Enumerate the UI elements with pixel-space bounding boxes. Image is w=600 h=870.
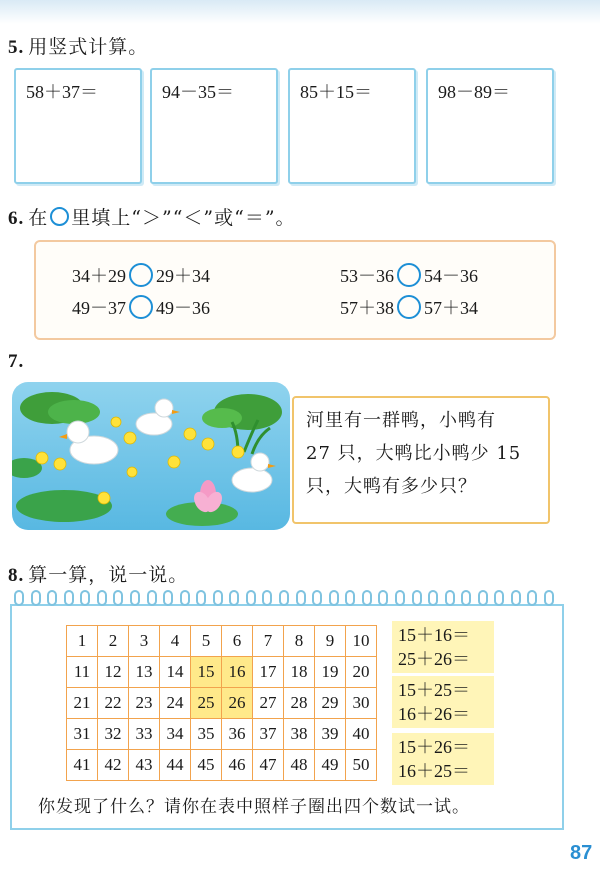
ring bbox=[229, 590, 239, 606]
grid-cell[interactable]: 2 bbox=[98, 626, 129, 657]
duck-pond-illustration bbox=[12, 382, 290, 530]
grid-cell[interactable]: 35 bbox=[191, 719, 222, 750]
compare-panel bbox=[34, 240, 556, 340]
grid-cell[interactable]: 25 bbox=[191, 688, 222, 719]
grid-row bbox=[67, 626, 377, 657]
ring bbox=[213, 590, 223, 606]
grid-cell[interactable]: 6 bbox=[222, 626, 253, 657]
ring bbox=[246, 590, 256, 606]
grid-row bbox=[67, 657, 377, 688]
problem-line: 只，大鸭有多少只？ bbox=[306, 476, 477, 497]
pond-art bbox=[12, 382, 290, 530]
ring bbox=[494, 590, 504, 606]
ring bbox=[180, 590, 190, 606]
grid-cell[interactable]: 24 bbox=[160, 688, 191, 719]
sum-line: 15＋25＝ bbox=[398, 680, 470, 700]
section-6-title: 6. 在 里填上“＞”“＜”或“＝”。 bbox=[8, 207, 296, 229]
grid-cell[interactable]: 44 bbox=[160, 750, 191, 781]
ring bbox=[130, 590, 140, 606]
calc-box-1[interactable] bbox=[14, 68, 142, 184]
section-7-title: 7. bbox=[8, 351, 25, 372]
grid-cell[interactable]: 12 bbox=[98, 657, 129, 688]
grid-cell[interactable]: 1 bbox=[67, 626, 98, 657]
expr-b: 49－36 bbox=[156, 298, 210, 318]
grid-cell[interactable]: 29 bbox=[315, 688, 346, 719]
sum-card-3 bbox=[392, 733, 494, 785]
grid-cell[interactable]: 32 bbox=[98, 719, 129, 750]
ring bbox=[412, 590, 422, 606]
grid-cell[interactable]: 3 bbox=[129, 626, 160, 657]
ring bbox=[147, 590, 157, 606]
sum-card-1 bbox=[392, 621, 494, 673]
ring bbox=[345, 590, 355, 606]
ring bbox=[395, 590, 405, 606]
ring bbox=[378, 590, 388, 606]
grid-cell[interactable]: 31 bbox=[67, 719, 98, 750]
notebook-rings bbox=[14, 590, 554, 610]
grid-cell[interactable]: 18 bbox=[284, 657, 315, 688]
answer-circle[interactable] bbox=[129, 295, 153, 319]
sum-line: 25＋26＝ bbox=[398, 649, 470, 669]
compare-item bbox=[72, 262, 210, 288]
expr-b: 29＋34 bbox=[156, 266, 210, 286]
grid-cell[interactable]: 20 bbox=[346, 657, 377, 688]
section-5-title: 5. 用竖式计算。 bbox=[8, 36, 149, 58]
grid-cell[interactable]: 50 bbox=[346, 750, 377, 781]
sum-card-2 bbox=[392, 676, 494, 728]
page-number: 87 bbox=[570, 842, 593, 864]
grid-cell[interactable]: 49 bbox=[315, 750, 346, 781]
ring bbox=[80, 590, 90, 606]
ring bbox=[163, 590, 173, 606]
answer-circle[interactable] bbox=[397, 263, 421, 287]
grid-cell[interactable]: 37 bbox=[253, 719, 284, 750]
compare-item bbox=[72, 294, 210, 320]
grid-cell[interactable]: 13 bbox=[129, 657, 160, 688]
grid-cell[interactable]: 46 bbox=[222, 750, 253, 781]
expr-a: 49－37 bbox=[72, 298, 126, 318]
grid-cell[interactable]: 8 bbox=[284, 626, 315, 657]
sum-line: 15＋26＝ bbox=[398, 737, 470, 757]
ring bbox=[362, 590, 372, 606]
calc-problem: 94－35＝ bbox=[162, 82, 234, 102]
answer-circle[interactable] bbox=[397, 295, 421, 319]
grid-cell[interactable]: 26 bbox=[222, 688, 253, 719]
grid-cell[interactable]: 10 bbox=[346, 626, 377, 657]
grid-cell[interactable]: 39 bbox=[315, 719, 346, 750]
grid-cell[interactable]: 16 bbox=[222, 657, 253, 688]
number-grid bbox=[66, 625, 377, 781]
ring bbox=[113, 590, 123, 606]
ring bbox=[262, 590, 272, 606]
ring bbox=[47, 590, 57, 606]
grid-cell[interactable]: 40 bbox=[346, 719, 377, 750]
grid-cell[interactable]: 41 bbox=[67, 750, 98, 781]
calc-problem: 98－89＝ bbox=[438, 82, 510, 102]
circle-icon bbox=[50, 207, 69, 226]
grid-cell[interactable]: 48 bbox=[284, 750, 315, 781]
expr-a: 53－36 bbox=[340, 266, 394, 286]
ring bbox=[478, 590, 488, 606]
grid-cell[interactable]: 9 bbox=[315, 626, 346, 657]
grid-cell[interactable]: 15 bbox=[191, 657, 222, 688]
sum-line: 16＋26＝ bbox=[398, 704, 470, 724]
expr-a: 57＋38 bbox=[340, 298, 394, 318]
ring bbox=[296, 590, 306, 606]
problem-line: 27 只，大鸭比小鸭少 15 bbox=[306, 443, 522, 464]
sum-line: 16＋25＝ bbox=[398, 761, 470, 781]
calc-box-2[interactable] bbox=[150, 68, 278, 184]
grid-cell[interactable]: 47 bbox=[253, 750, 284, 781]
grid-cell[interactable]: 7 bbox=[253, 626, 284, 657]
top-band bbox=[0, 0, 600, 24]
compare-item bbox=[340, 294, 478, 320]
ring bbox=[527, 590, 537, 606]
grid-cell[interactable]: 14 bbox=[160, 657, 191, 688]
calc-problem: 58＋37＝ bbox=[26, 82, 98, 102]
expr-b: 57＋34 bbox=[424, 298, 478, 318]
grid-cell[interactable]: 19 bbox=[315, 657, 346, 688]
sum-line: 15＋16＝ bbox=[398, 625, 470, 645]
ring bbox=[511, 590, 521, 606]
ring bbox=[445, 590, 455, 606]
ring bbox=[279, 590, 289, 606]
calc-box-4[interactable] bbox=[426, 68, 554, 184]
ring bbox=[64, 590, 74, 606]
grid-cell[interactable]: 38 bbox=[284, 719, 315, 750]
word-problem-box bbox=[292, 396, 550, 524]
ring bbox=[461, 590, 471, 606]
grid-row bbox=[67, 688, 377, 719]
ring bbox=[14, 590, 24, 606]
grid-cell[interactable]: 22 bbox=[98, 688, 129, 719]
ring bbox=[544, 590, 554, 606]
grid-cell[interactable]: 5 bbox=[191, 626, 222, 657]
grid-cell[interactable]: 45 bbox=[191, 750, 222, 781]
ring bbox=[428, 590, 438, 606]
grid-cell[interactable]: 43 bbox=[129, 750, 160, 781]
ring bbox=[97, 590, 107, 606]
calc-problem: 85＋15＝ bbox=[300, 82, 372, 102]
grid-row bbox=[67, 750, 377, 781]
discovery-question: 你发现了什么？请你在表中照样子圈出四个数试一试。 bbox=[38, 797, 470, 817]
grid-cell[interactable]: 34 bbox=[160, 719, 191, 750]
grid-cell[interactable]: 33 bbox=[129, 719, 160, 750]
grid-cell[interactable]: 17 bbox=[253, 657, 284, 688]
grid-cell[interactable]: 42 bbox=[98, 750, 129, 781]
grid-cell[interactable]: 27 bbox=[253, 688, 284, 719]
section-8-title: 8. 算一算，说一说。 bbox=[8, 564, 189, 586]
grid-cell[interactable]: 21 bbox=[67, 688, 98, 719]
ring bbox=[329, 590, 339, 606]
grid-cell[interactable]: 11 bbox=[67, 657, 98, 688]
grid-cell[interactable]: 28 bbox=[284, 688, 315, 719]
ring bbox=[196, 590, 206, 606]
expr-b: 54－36 bbox=[424, 266, 478, 286]
grid-cell[interactable]: 36 bbox=[222, 719, 253, 750]
compare-item bbox=[340, 262, 478, 288]
expr-a: 34＋29 bbox=[72, 266, 126, 286]
ring bbox=[31, 590, 41, 606]
problem-line: 河里有一群鸭，小鸭有 bbox=[306, 410, 496, 431]
grid-row bbox=[67, 719, 377, 750]
answer-circle[interactable] bbox=[129, 263, 153, 287]
calc-box-3[interactable] bbox=[288, 68, 416, 184]
ring bbox=[312, 590, 322, 606]
grid-cell[interactable]: 23 bbox=[129, 688, 160, 719]
grid-cell[interactable]: 30 bbox=[346, 688, 377, 719]
grid-cell[interactable]: 4 bbox=[160, 626, 191, 657]
